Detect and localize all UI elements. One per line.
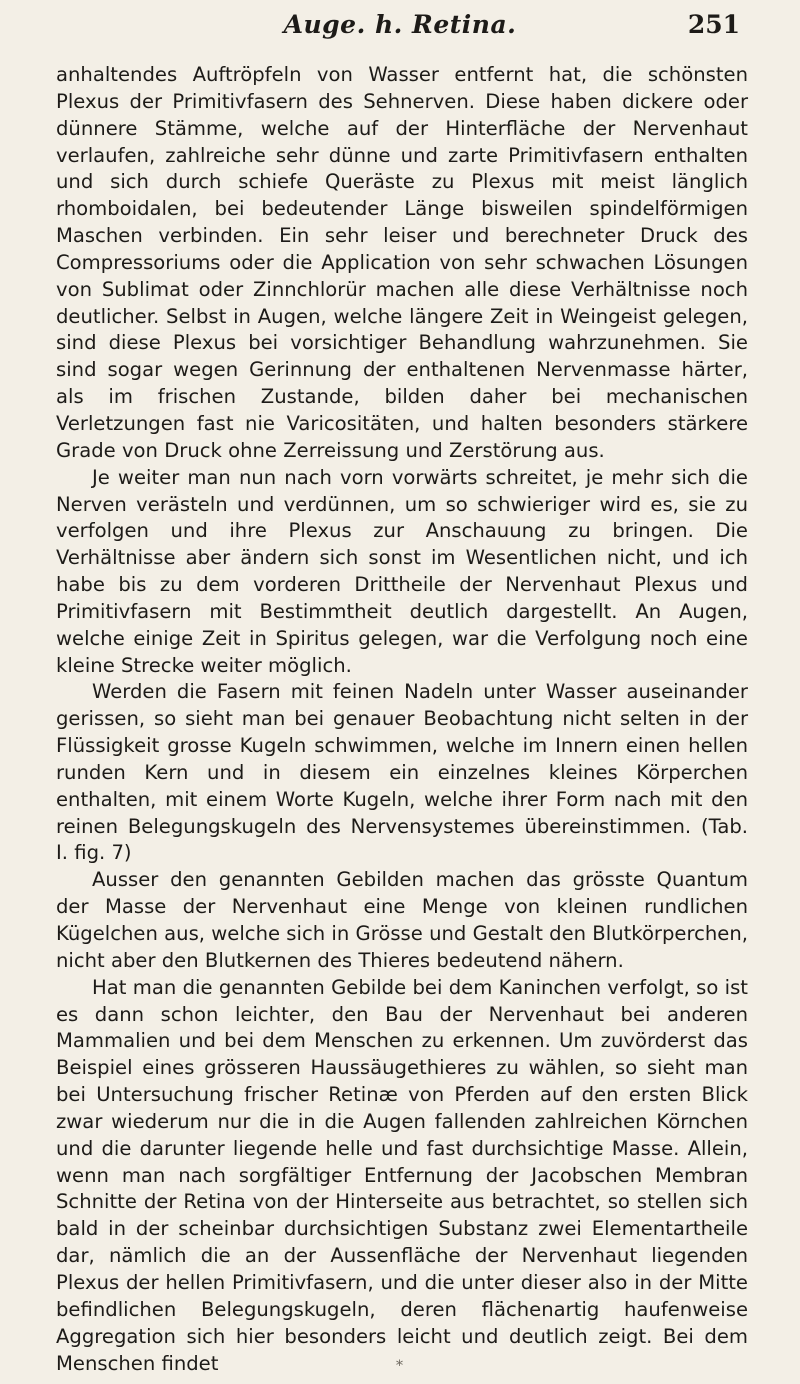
footer-mark: * (396, 1358, 403, 1374)
paragraph-2: Je weiter man nun nach vorn vorwärts schreitet, je mehr sich die Nerven verästeln und verdünnen, um so schwieriger wird es, sie zu verfolgen und ihre Plexus zur Anschauung zu bringen. Die Verhältnisse aber ändern sich sonst im Wesentlichen nicht, und ich habe bis zu dem vorderen Drittheile der Nervenhaut Plexus und Primitivfasern mit Bestimmtheit deutlich dargestellt. An Augen, welche einige Zeit in Spiritus gelegen, war die Verfolgung noch eine kleine Strecke weiter möglich. (56, 465, 748, 677)
paragraph-3: Werden die Fasern mit feinen Nadeln unter Wasser auseinander gerissen, so sieht man bei genauer Beobachtung nicht selten in der Flüssigkeit grosse Kugeln schwimmen, welche im Innern einen hellen runden Kern und in diesem ein einzelnes kleines Körperchen enthalten, mit einem Worte Kugeln, welche ihrer Form nach mit den reinen Belegungskugeln des Nervensystemes übereinstimmen. (Tab. I. fig. 7) (56, 680, 748, 865)
page-header (60, 4, 740, 52)
body-text (56, 62, 748, 1377)
paragraph-4: Ausser den genannten Gebilden machen das grösste Quantum der Masse der Nervenhaut eine Menge von kleinen rundlichen Kügelchen aus, welche sich in Grösse und Gestalt den Blutkörperchen, nicht aber den Blutkernen des Thieres bedeutend nähern. (56, 868, 748, 972)
paragraph-5: Hat man die genannten Gebilde bei dem Kaninchen verfolgt, so ist es dann schon leichter, den Bau der Nervenhaut bei anderen Mammalien und bei dem Menschen zu erkennen. Um zuvörderst das Beispiel eines grösseren Haussäugethieres zu wählen, so sieht man bei Untersuchung frischer Retinæ von Pferden auf den ersten Blick zwar wiederum nur die in die Augen fallenden zahlreichen Körnchen und die darunter liegende helle und fast durchsichtige Masse. Allein, wenn man nach sorgfältiger Entfernung der Jacobschen Membran Schnitte der Retina von der Hinterseite aus betrachtet, so stellen sich bald in der scheinbar durchsichtigen Substanz zwei Elementartheile dar, nämlich die an der Aussenfläche der Nervenhaut liegenden Plexus der hellen Primitivfasern, und die unter dieser also in der Mitte befindlichen Belegungskugeln, deren flächenartig haufenweise Aggregation sich hier besonders leicht und deutlich zeigt. Bei dem Menschen findet (56, 975, 748, 1375)
running-title: Auge. h. Retina. (283, 10, 517, 39)
page-number: 251 (687, 10, 740, 39)
paragraph-1: anhaltendes Auftröpfeln von Wasser entfernt hat, die schönsten Plexus der Primitivfasern des Sehnerven. Diese haben dickere oder dünnere Stämme, welche auf der Hinterfläche der Nervenhaut verlaufen, zahlreiche sehr dünne und zarte Primitivfasern enthalten und sich durch schiefe Queräste zu Plexus mit meist länglich rhomboidalen, bei bedeutender Länge bisweilen spindelförmigen Maschen verbinden. Ein sehr leiser und berechneter Druck des Compressoriums oder die Application von sehr schwachen Lösungen von Sublimat oder Zinnchlorür machen alle diese Verhältnisse noch deutlicher. Selbst in Augen, welche längere Zeit in Weingeist gelegen, sind diese Plexus bei vorsichtiger Behandlung wahrzunehmen. Sie sind sogar wegen Gerinnung der enthaltenen Nervenmasse härter, als im frischen Zustande, bilden daher bei mechanischen Verletzungen fast nie Varicositäten, und halten besonders stärkere Grade von Druck ohne Zerreissung und Zerstörung aus. (56, 63, 748, 462)
